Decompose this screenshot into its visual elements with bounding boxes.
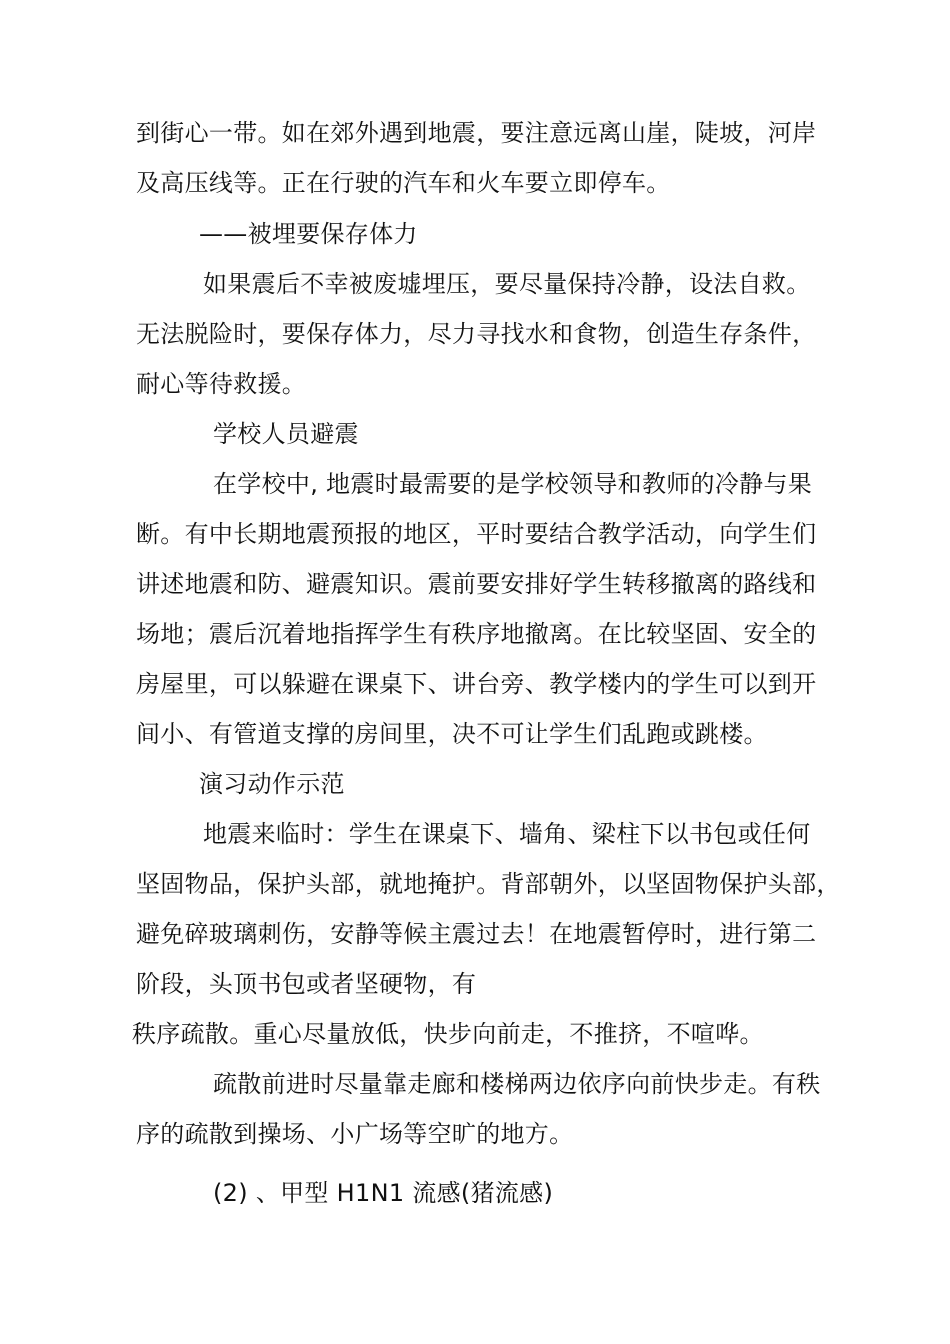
- paragraph-line: 耐心等待救援。: [136, 370, 307, 398]
- paragraph-line: 讲述地震和防、避震知识。震前要安排好学生转移撤离的路线和: [136, 570, 817, 598]
- section-heading-h1n1: (2) 、甲型 H1N1 流感(猪流感): [213, 1179, 554, 1207]
- section-heading-drill: 演习动作示范: [199, 770, 345, 798]
- paragraph-line: 秩序疏散。重心尽量放低，快步向前走，不推挤，不喧哗。: [132, 1020, 764, 1048]
- paragraph-line: 序的疏散到操场、小广场等空旷的地方。: [136, 1120, 574, 1148]
- paragraph-line: 场地；震后沉着地指挥学生有秩序地撤离。在比较坚固、安全的: [136, 620, 817, 648]
- paragraph-line: 坚固物品，保护头部，就地掩护。背部朝外，以坚固物保护头部，: [136, 870, 841, 898]
- paragraph-line: 地震来临时：学生在课桌下、墙角、梁柱下以书包或任何: [203, 820, 811, 848]
- paragraph-line: 疏散前进时尽量靠走廊和楼梯两边依序向前快步走。有秩: [213, 1070, 821, 1098]
- paragraph-line: 断。有中长期地震预报的地区，平时要结合教学活动，向学生们: [136, 520, 817, 548]
- paragraph-line: 如果震后不幸被废墟埋压，要尽量保持冷静，设法自救。: [203, 270, 811, 298]
- paragraph-line: 无法脱险时，要保存体力，尽力寻找水和食物，创造生存条件，: [136, 320, 817, 348]
- section-heading-buried: ——被埋要保存体力: [199, 220, 418, 248]
- paragraph-line: 到街心一带。如在郊外遇到地震，要注意远离山崖，陡坡，河岸: [136, 119, 817, 147]
- paragraph-line: 阶段，头顶书包或者坚硬物，有: [136, 970, 477, 998]
- section-heading-school: 学校人员避震: [213, 420, 359, 448]
- paragraph-line: 房屋里，可以躲避在课桌下、讲台旁、教学楼内的学生可以到开: [136, 670, 817, 698]
- paragraph-line: 间小、有管道支撑的房间里，决不可让学生们乱跑或跳楼。: [136, 720, 768, 748]
- paragraph-line: 避免碎玻璃刺伤，安静等候主震过去！在地震暂停时，进行第二: [136, 920, 817, 948]
- paragraph-line: 在学校中, 地震时最需要的是学校领导和教师的冷静与果: [213, 470, 813, 498]
- paragraph-line: 及高压线等。正在行驶的汽车和火车要立即停车。: [136, 169, 671, 197]
